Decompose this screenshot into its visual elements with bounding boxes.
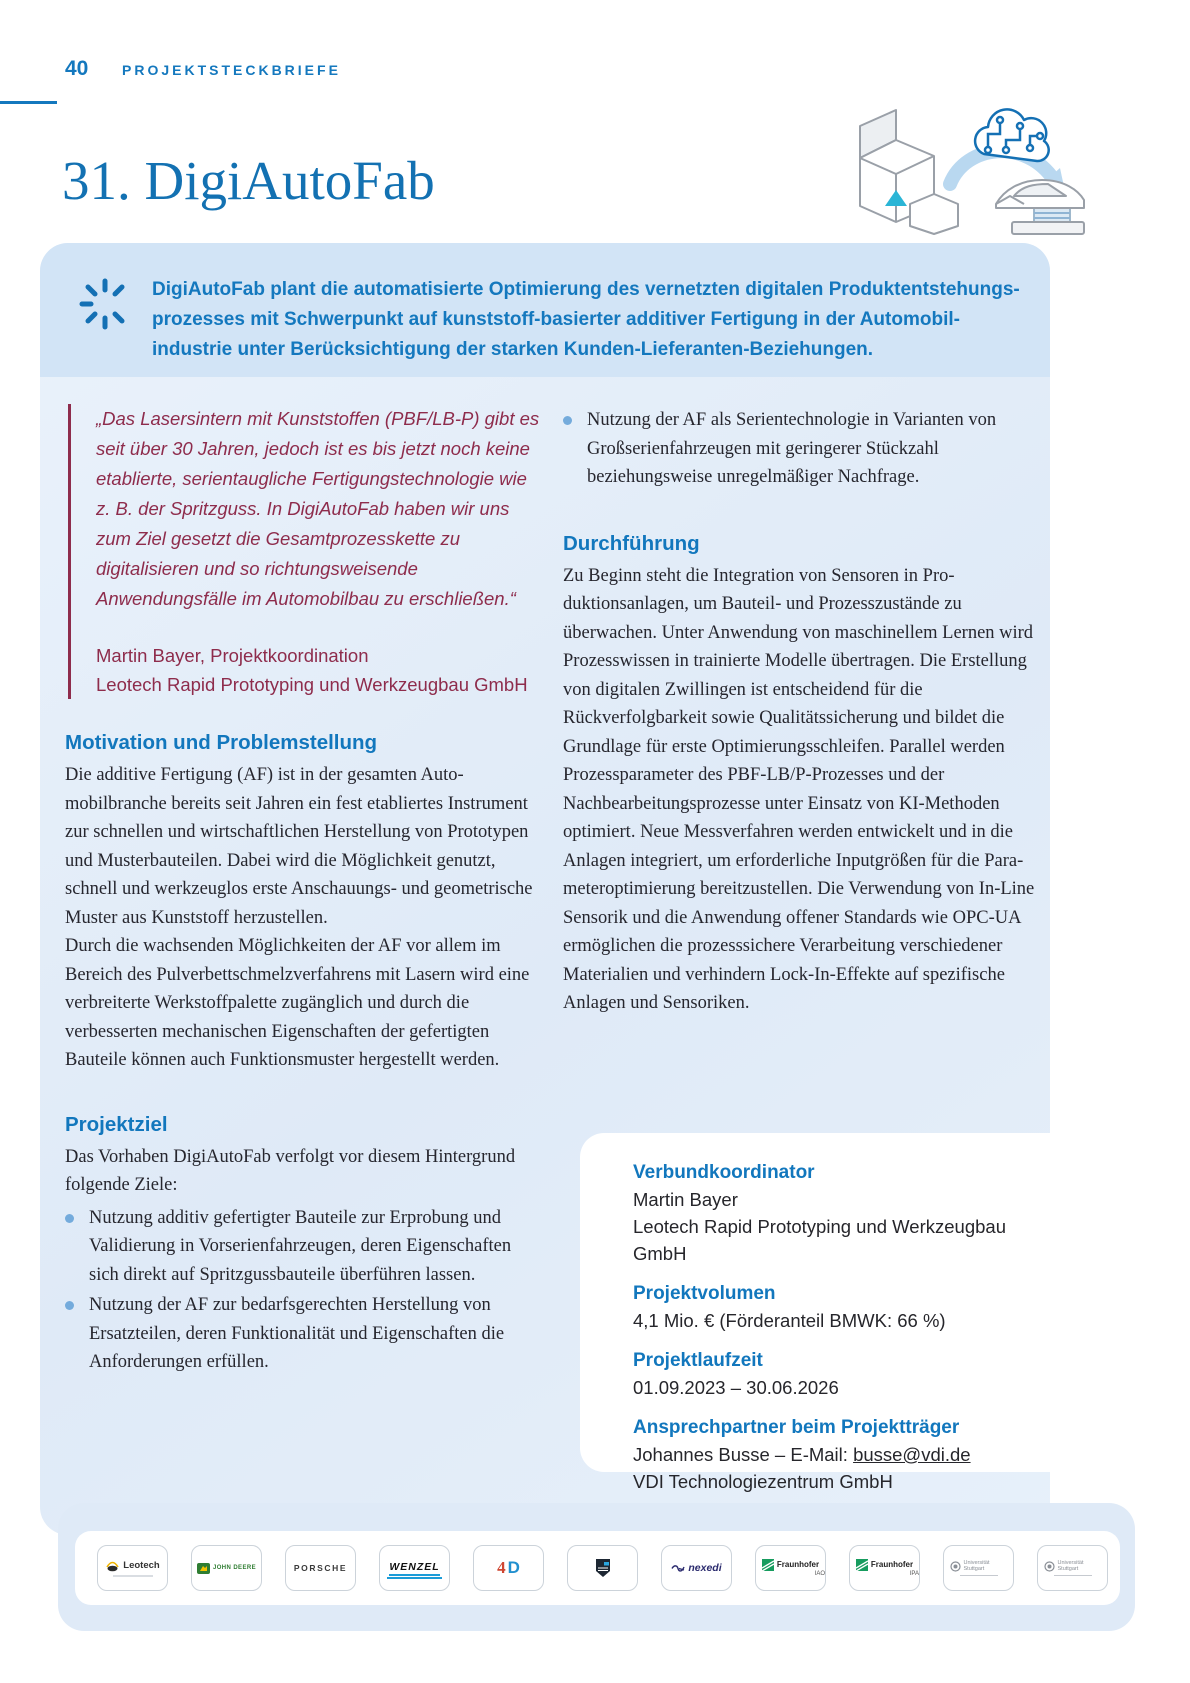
logo-label: WENZEL <box>389 1561 439 1576</box>
left-column <box>65 394 543 1379</box>
goal-text: Nutzung additiv gefertigter Bauteile zur Erprobung und Validierung in Vorserienfahrzeugen, deren Eigenschaften sich direkt auf Spritzgussbauteile überführen lassen. <box>89 1207 512 1285</box>
list-item <box>563 406 1043 492</box>
section-label: PROJEKTSTECKBRIEFE <box>122 62 341 78</box>
logo-label: nexedi <box>688 1562 722 1574</box>
ansprechpartner-label: Ansprechpartner beim Projektträger <box>633 1417 960 1438</box>
sparkle-burst-icon <box>74 273 136 335</box>
laufzeit-label: Projektlaufzeit <box>633 1350 763 1371</box>
logo-label: Leotech <box>123 1560 160 1571</box>
partner-logo-john-deere <box>191 1545 262 1591</box>
list-item <box>65 1291 543 1377</box>
partner-logo-nexedi <box>661 1545 732 1591</box>
bullet-dot-icon <box>563 416 572 425</box>
logo-label: JOHN DEERE <box>212 1565 256 1571</box>
list-item <box>65 1204 543 1290</box>
fraunhofer-square-icon <box>762 1559 774 1571</box>
logo-label: Fraunhofer <box>776 1560 820 1569</box>
page-number: 40 <box>65 57 89 80</box>
logo-label: Universität Stuttgart <box>963 1559 990 1573</box>
partner-logo-uni-stuttgart-2 <box>1037 1545 1108 1591</box>
shield-icon <box>594 1558 612 1578</box>
right-column <box>563 394 1043 1018</box>
durchfuehrung-heading: Durchführung <box>563 531 700 555</box>
bullet-dot-icon <box>65 1214 74 1223</box>
partner-logo-fraunhofer-ipa <box>849 1545 920 1591</box>
cloud-circuit-icon <box>975 109 1049 161</box>
car-body-icon <box>996 180 1084 234</box>
goal-text: Nutzung der AF als Serientechnologie in Varianten von Großserienfahrzeugen mit geringerer Stückzahl beziehungsweise unregelmäßiger Nachfrage. <box>587 410 997 487</box>
margin-rule <box>0 101 57 104</box>
partner-logo-leotech <box>97 1545 168 1591</box>
koordinator-name: Martin Bayer <box>633 1189 738 1210</box>
partner-logo-porsche <box>285 1545 356 1591</box>
contact-line <box>633 1441 1030 1468</box>
printer-icon <box>860 110 958 234</box>
bullet-dot-icon <box>65 1301 74 1310</box>
logo-label: D <box>507 1558 520 1577</box>
goal-list <box>65 1204 543 1377</box>
logo-institute: IPA <box>909 1570 919 1577</box>
koordinator-label: Verbundkoordinator <box>633 1162 815 1183</box>
nexedi-knot-icon <box>671 1564 685 1573</box>
projektziel-heading: Projektziel <box>65 1112 168 1136</box>
contact-org: VDI Technologiezentrum GmbH <box>633 1471 893 1492</box>
partner-logo-shield <box>567 1545 638 1591</box>
logo-tagline-bar <box>113 1575 153 1577</box>
partner-logo-4d <box>473 1545 544 1591</box>
koordinator-org: Leotech Rapid Prototyping und Werkzeugbau GmbH <box>633 1216 1006 1264</box>
logo-label: Universität Stuttgart <box>1057 1559 1084 1573</box>
contact-prefix: Johannes Busse – E-Mail: <box>633 1444 854 1465</box>
durchfuehrung-paragraph: Zu Beginn steht die Integration von Sensoren in Produktionsanlagen, um Bauteil- und Prozesszustände zu überwachen. Unter Anwendung von maschinellem Lernen wird Prozesswissen in trainierte Modelle übertragen. Die Erstellung von digitalen Zwillingen ist entscheidend für die Rückverfolgbarkeit sowie Qualitätssicherung und bildet die Grundlage für erste Optimierungsschleifen. Parallel werden Prozessparameter des PBF-LB/P-Prozesses und der Nachbearbeitungsprozesse unter Einsatz von KI-Methoden optimiert. Neue Messverfahren werden entwickelt und in die Anlagen integriert, um erforderliche Inputgrößen für die Parameteroptimierung bereitzustellen. Die Verwendung von In-Line Sensorik und die Anwendung offener Standards wie OPC-UA ermöglichen die prozesssichere Verarbeitung verschiedener Materialien und verhindern Lock-In-Effekte auf spezifische Anlagen und Sensoriken. <box>563 565 1035 1013</box>
projektziel-section <box>65 1113 543 1377</box>
logo-label: PORSCHE <box>293 1563 348 1573</box>
logo-subtitle-bar <box>1054 1575 1092 1577</box>
quote-company: Leotech Rapid Prototyping und Werkzeugbau GmbH <box>96 674 528 695</box>
motivation-paragraph-2: Durch die wachsenden Möglichkeiten der AF vor allem im Bereich des Pulverbettschmelzverfahrens mit Lasern wird eine verbreiterte Werkstoffpalette zugänglich und durch die verbesserten mechanischen Eigenschaften der gefertigten Bauteile können auch Funktionsmuster hergestellt werden. <box>65 936 530 1070</box>
motivation-section <box>65 731 543 1075</box>
partner-logo-fraunhofer-iao <box>755 1545 826 1591</box>
volumen-label: Projektvolumen <box>633 1283 776 1304</box>
volumen-value: 4,1 Mio. € (Förderanteil BMWK: 66 %) <box>633 1310 946 1331</box>
motivation-heading: Motivation und Problemstellung <box>65 731 378 754</box>
quote-author: Martin Bayer, Projektkoordination <box>96 645 369 666</box>
leotech-cat-icon <box>105 1559 120 1572</box>
quote-block <box>68 404 543 699</box>
goal-list-continued <box>563 406 1043 492</box>
partner-logo-uni-stuttgart-1 <box>943 1545 1014 1591</box>
university-emblem-icon <box>950 1561 961 1572</box>
partner-logo-wenzel <box>379 1545 450 1591</box>
quote-text: „Das Lasersintern mit Kunststoffen (PBF/LB-P) gibt es seit über 30 Jahren, jedoch ist es bis jetzt noch keine etablierte, serientaugliche Fertigungstechnologie wie z. B. der Spritzguss. In DigiAutoFab haben wir uns zum Ziel gesetzt die Gesamtprozesskette zu digitalisieren und so richtungsweisende Anwendungsfälle im Automobilbau zu erschließen.“ <box>96 408 540 609</box>
john-deere-deer-icon <box>197 1563 210 1574</box>
laufzeit-value: 01.09.2023 – 30.06.2026 <box>633 1377 839 1398</box>
projektziel-intro: Das Vorhaben DigiAutoFab verfolgt vor diesem Hintergrund folgende Ziele: <box>65 1146 516 1195</box>
project-summary: DigiAutoFab plant die automatisierte Optimierung des vernetzten digitalen Produktentstehungsprozesses mit Schwerpunkt auf kunststoff-basierter additiver Fertigung in der Automobilindustrie unter Berücksichtigung der starken Kunden-Lieferanten-Beziehungen. <box>152 279 1020 360</box>
motivation-paragraph-1: Die additive Fertigung (AF) ist in der gesamten Automobilbranche bereits seit Jahren ein fest etabliertes Instrument zur schnellen und wirtschaftlichen Herstellung von Prototypen und Musterbauteilen. Dabei wird die Möglichkeit genutzt, schnell und werkzeuglos erste Anschauungs- und geometrische Muster aus Kunststoff herzustellen. <box>65 765 533 928</box>
logo-label: 4 <box>497 1558 506 1577</box>
digital-manufacturing-illustration <box>838 92 1090 244</box>
project-facts-box <box>580 1133 1050 1492</box>
logo-subtitle-bar <box>960 1575 998 1577</box>
fraunhofer-square-icon <box>856 1559 868 1571</box>
email-link[interactable]: busse@vdi.de <box>853 1444 971 1465</box>
page-title: 31. DigiAutoFab <box>62 149 435 211</box>
logo-label: Fraunhofer <box>870 1560 914 1569</box>
university-emblem-icon <box>1044 1561 1055 1572</box>
goal-text: Nutzung der AF zur bedarfsgerechten Herstellung von Ersatzteilen, deren Funktionalität und Eigenschaften die Anforderungen erfüllen. <box>89 1295 505 1372</box>
durchfuehrung-section <box>563 532 1043 1018</box>
logo-institute: IAO <box>814 1570 825 1577</box>
partner-logo-bar <box>75 1531 1120 1605</box>
